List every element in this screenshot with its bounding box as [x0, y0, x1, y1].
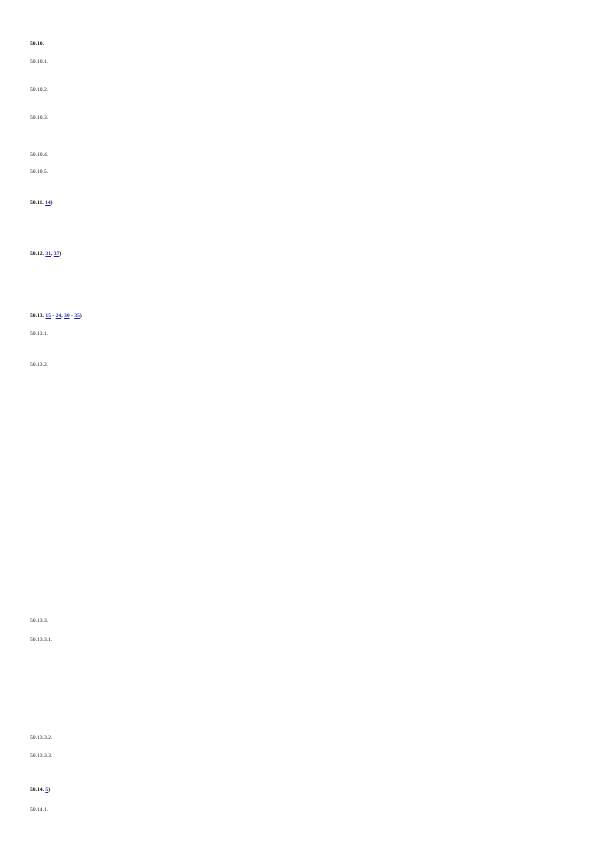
text-run: 50.11.: [30, 200, 46, 206]
paragraph: [30, 636, 560, 645]
paragraph: [30, 752, 560, 761]
text-run: ,: [61, 313, 65, 319]
section-heading: [30, 250, 560, 259]
cross-reference-link[interactable]: 37: [53, 251, 60, 257]
text-run: 50.14.1.: [30, 807, 49, 813]
section-heading: [30, 199, 560, 208]
paragraph: [30, 361, 560, 370]
text-run: 50.10.3.: [30, 115, 49, 121]
paragraph: [30, 330, 560, 339]
text-run: -: [69, 313, 75, 319]
text-run: 50.13.2.: [30, 362, 49, 368]
paragraph: [30, 168, 560, 177]
text-run: 50.12.: [30, 251, 46, 257]
text-run: 50.13.3.1.: [30, 637, 53, 643]
text-run: 50.10.2.: [30, 87, 49, 93]
text-run: ): [50, 200, 53, 206]
cross-reference-link[interactable]: 5: [45, 787, 49, 793]
text-run: 50.13.3.3.: [30, 753, 53, 759]
paragraph: [30, 58, 560, 67]
text-run: ): [48, 787, 51, 793]
text-run: 50.13.3.2.: [30, 735, 53, 741]
paragraph: [30, 806, 560, 815]
paragraph: [30, 151, 560, 160]
text-run: ,: [50, 251, 54, 257]
cross-reference-link[interactable]: 15: [45, 313, 51, 319]
cross-reference-link[interactable]: 14: [45, 200, 51, 206]
paragraph: [30, 734, 560, 743]
text-run: 50.10.1.: [30, 59, 49, 65]
cross-reference-link[interactable]: 31: [45, 251, 51, 257]
section-heading: [30, 312, 560, 321]
text-run: ): [59, 251, 62, 257]
section-heading: [30, 786, 560, 795]
text-run: -: [50, 313, 56, 319]
cross-reference-link[interactable]: 30: [64, 313, 70, 319]
text-run: 50.13.1.: [30, 331, 49, 337]
paragraph: [30, 114, 560, 123]
text-run: 50.10.5.: [30, 169, 49, 175]
text-run: 50.10.4.: [30, 152, 49, 158]
text-run: 50.14.: [30, 787, 46, 793]
cross-reference-link[interactable]: 35: [74, 313, 80, 319]
text-run: 50.13.3.: [30, 618, 49, 624]
text-run: 50.13.: [30, 313, 46, 319]
paragraph: [30, 86, 560, 95]
section-heading: [30, 40, 560, 49]
text-run: 50.10.: [30, 41, 44, 47]
paragraph: [30, 617, 560, 626]
text-run: ): [79, 313, 82, 319]
cross-reference-link[interactable]: 24: [55, 313, 62, 319]
